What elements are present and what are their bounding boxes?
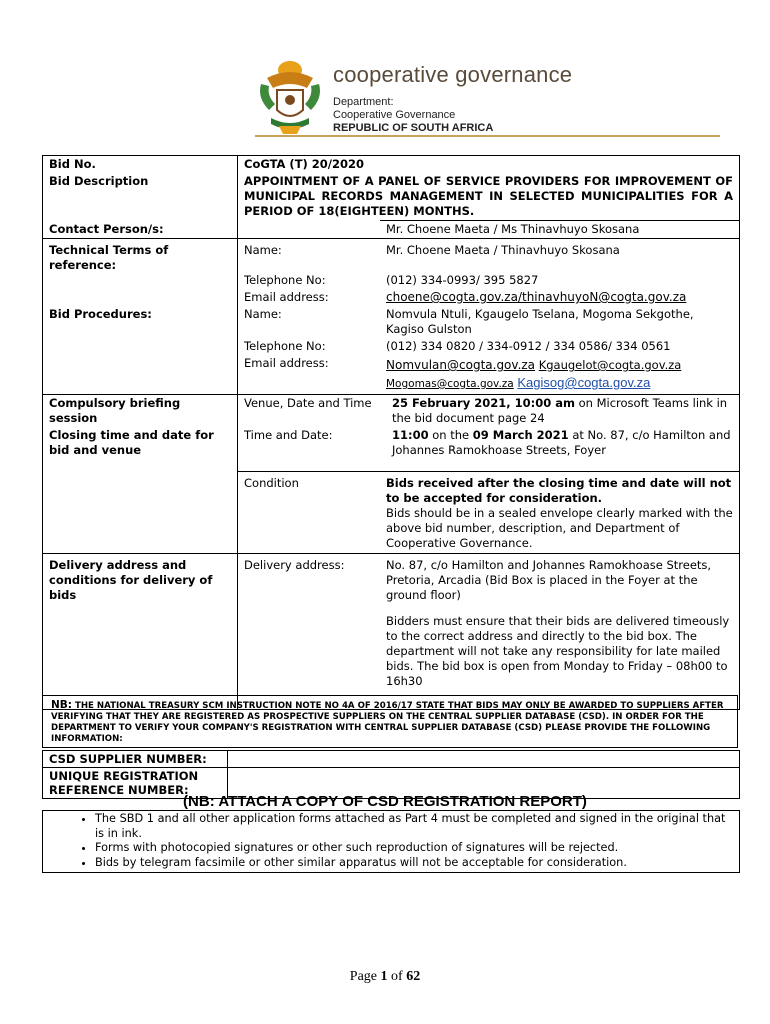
bid-description-value: APPOINTMENT OF A PANEL OF SERVICE PROVIDERS FOR IMPROVEMENT OF MUNICIPAL RECORDS MANAGEMENT IN SELECTED MUNICIPALITIES FOR A PERIOD OF 18(EIGHTEEN) MONTHS. xyxy=(244,174,733,218)
page-number xyxy=(0,969,770,985)
procedures-name-label: Name: xyxy=(244,307,282,321)
bid-info-table xyxy=(42,155,740,710)
bid-description-label: Bid Description xyxy=(43,173,238,221)
page-current: 1 xyxy=(380,969,388,984)
procedures-tel-label: Telephone No: xyxy=(244,339,326,353)
list-item: • The SBD 1 and all other application forms attached as Part 4 must be completed and signed in the original that is in ink. xyxy=(95,812,733,841)
dept-line-3: REPUBLIC OF SOUTH AFRICA xyxy=(333,122,494,134)
briefing-value xyxy=(380,395,740,428)
csd-supplier-label: CSD SUPPLIER NUMBER: xyxy=(43,751,228,768)
procedures-email-2[interactable]: Kgaugelot@cogta.gov.za xyxy=(538,358,682,372)
procedures-tel-value: (012) 334 0820 / 334-0912 / 334 0586/ 334 0561 xyxy=(386,339,671,353)
nb-notice xyxy=(42,695,738,748)
page-of: of xyxy=(391,969,403,984)
brand-name: cooperative governance xyxy=(333,62,573,87)
header-divider xyxy=(255,135,720,137)
list-item: • Forms with photocopied signatures or other such reproduction of signatures will be rejected. xyxy=(95,841,733,856)
procedures-name-row xyxy=(43,306,740,338)
technical-email-link[interactable]: choene@cogta.gov.za/thinavhuyoN@cogta.gov.za xyxy=(386,290,687,304)
technical-label: Technical Terms of reference: xyxy=(43,239,238,307)
contact-row xyxy=(43,221,740,239)
procedures-name-value: Nomvula Ntuli, Kgaugelo Tselana, Mogoma Sekgothe, Kagiso Gulston xyxy=(386,307,694,336)
page-word: Page xyxy=(349,969,378,984)
department-logo xyxy=(255,58,575,138)
technical-name-row xyxy=(43,239,740,273)
delivery-value xyxy=(380,554,740,710)
technical-tel-value: (012) 334-0993/ 395 5827 xyxy=(386,273,539,287)
delivery-note: Bidders must ensure that their bids are delivered timeously to the correct address and directly to the bid box. The department will not take any responsibility for late mailed bids. The bid box is open from Monday to Friday – 08h00 to 16h30 xyxy=(386,614,730,688)
attach-csd-note: (NB: ATTACH A COPY OF CSD REGISTRATION REPORT) xyxy=(183,793,587,810)
closing-date: 09 March 2021 xyxy=(472,428,569,442)
closing-rest: at No. 87, c/o Hamilton and Johannes Ramokhoase Streets, Foyer xyxy=(392,428,731,457)
technical-name-value: Mr. Choene Maeta / Thinavhuyo Skosana xyxy=(380,239,740,273)
briefing-row xyxy=(43,395,740,428)
closing-on-text: on the xyxy=(428,428,473,442)
briefing-date: 25 February 2021, 10:00 am xyxy=(392,396,575,410)
briefing-label: Compulsory briefing session xyxy=(43,395,238,428)
procedures-label: Bid Procedures: xyxy=(43,306,238,395)
briefing-field-label: Venue, Date and Time xyxy=(238,395,381,428)
list-item: • Bids by telegram facsimile or other similar apparatus will not be acceptable for consideration. xyxy=(95,856,733,871)
csd-table xyxy=(42,750,740,799)
bid-description-row xyxy=(43,173,740,221)
csd-supplier-field[interactable] xyxy=(228,751,740,768)
technical-tel-label: Telephone No: xyxy=(244,273,326,287)
closing-value xyxy=(380,427,740,472)
bid-no-label: Bid No. xyxy=(43,156,238,174)
delivery-field-label: Delivery address: xyxy=(238,554,381,710)
technical-email-label: Email address: xyxy=(244,290,329,304)
closing-time: 11:00 xyxy=(392,428,429,442)
delivery-label: Delivery address and conditions for delivery of bids xyxy=(43,554,238,710)
condition-rest: Bids should be in a sealed envelope clearly marked with the above bid number, description, and Department of Cooperative Governance. xyxy=(386,506,733,550)
bid-no-row xyxy=(43,156,740,174)
delivery-row xyxy=(43,554,740,710)
nb-text: THE NATIONAL TREASURY SCM INSTRUCTION NOTE NO 4A OF 2016/17 STATE THAT BIDS MAY ONLY BE AWARDED TO SUPPLIERS AFTER VERIFYING THAT THEY ARE REGISTERED AS PROSPECTIVE SUPPLIERS ON THE CENTRAL SUPPLIER DATABASE (CSD). IN ORDER FOR THE DEPARTMENT TO VERIFY YOUR COMPANY'S REGISTRATION WITH CENTRAL SUPPLIER DATABASE (CSD) PLEASE PROVIDE THE FOLLOWING INFORMATION: xyxy=(51,701,724,744)
page-total: 62 xyxy=(406,969,421,984)
condition-bold: Bids received after the closing time and date will not to be accepted for consideration. xyxy=(386,476,732,505)
bid-no-value: CoGTA (T) 20/2020 xyxy=(244,157,365,171)
procedures-email-1[interactable]: Nomvulan@cogta.gov.za xyxy=(386,358,536,372)
condition-value xyxy=(380,472,740,554)
procedures-email-4[interactable]: Kagisog@cogta.gov.za xyxy=(517,375,651,390)
coat-of-arms-icon xyxy=(255,58,325,138)
contact-label: Contact Person/s: xyxy=(43,221,238,239)
bid-conditions-list xyxy=(42,810,740,873)
delivery-address: No. 87, c/o Hamilton and Johannes Ramokhoase Streets, Pretoria, Arcadia (Bid Box is placed in the Foyer at the ground floor) xyxy=(386,558,712,602)
csd-unique-label: UNIQUE REGISTRATION REFERENCE NUMBER: xyxy=(43,768,228,799)
procedures-email-3[interactable]: Mogomas@cogta.gov.za xyxy=(386,378,514,390)
closing-label: Closing time and date for bid and venue xyxy=(43,427,238,554)
closing-row xyxy=(43,427,740,472)
procedures-email-label: Email address: xyxy=(244,356,329,370)
contact-value: Mr. Choene Maeta / Ms Thinavhuyo Skosana xyxy=(380,221,740,239)
csd-supplier-row xyxy=(43,751,740,768)
nb-label: NB: xyxy=(51,699,72,711)
dept-line-1: Department: xyxy=(333,96,394,108)
technical-name-label: Name: xyxy=(238,239,381,273)
department-text xyxy=(333,96,493,135)
dept-line-2: Cooperative Governance xyxy=(333,109,456,121)
closing-field-label: Time and Date: xyxy=(244,428,333,442)
briefing-rest: on Microsoft Teams link in the bid document page 24 xyxy=(392,396,728,425)
condition-label: Condition xyxy=(238,472,381,554)
